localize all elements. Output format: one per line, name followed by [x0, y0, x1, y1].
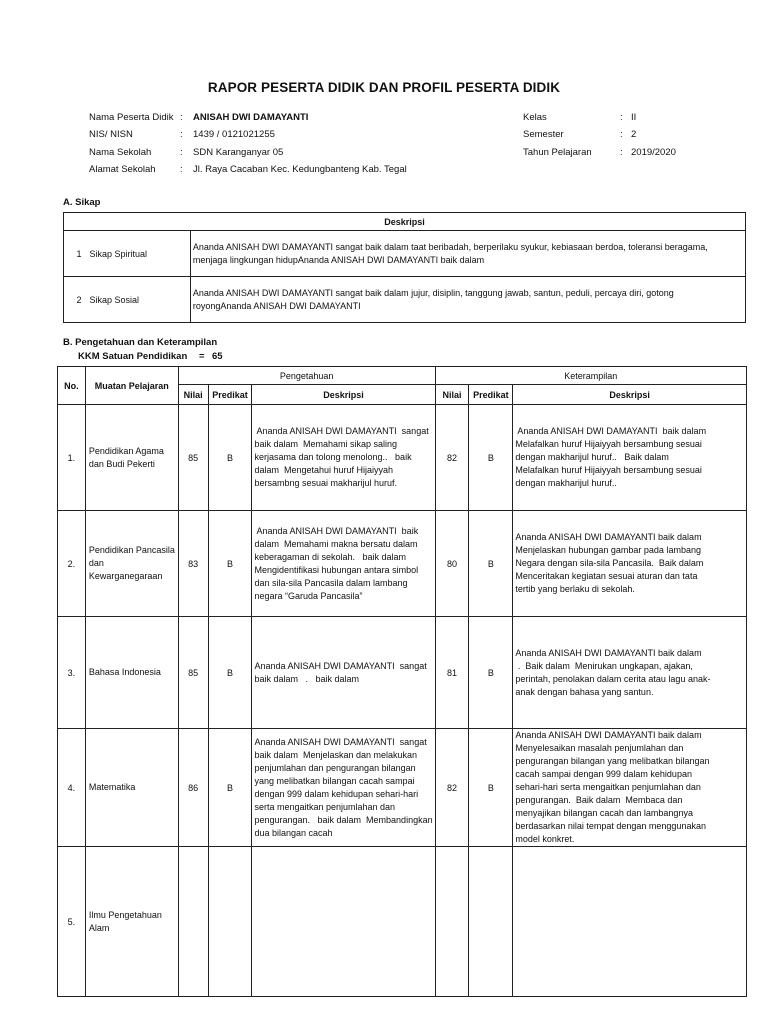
desc-line: sehari-hari serta mengaitkan penjumlahan dan	[515, 782, 701, 792]
k-nilai: 81	[435, 617, 469, 729]
kkm-label: KKM Satuan Pendidikan	[78, 351, 188, 362]
desc-line: Ananda ANISAH DWI DAMAYANTI sangat baik dalam jujur, disiplin, tanggung jawab, santun, peduli, percaya diri, gotong	[192, 287, 674, 298]
desc-line: pengurangan. Baik dalam Membaca dan	[515, 795, 683, 805]
info-label: Nama Peserta Didik	[89, 112, 174, 123]
k-description	[513, 511, 747, 617]
desc-line: Melafalkan huruf Hijaiyyah bersambung sesuai	[515, 465, 702, 475]
desc-line: Melafalkan huruf Hijaiyyah bersambung sesuai	[515, 439, 702, 449]
desc-line: dengan makharijul huruf..	[515, 478, 617, 488]
desc-line: perintah, penolakan dalam cerita atau lagu anak-	[515, 673, 711, 684]
table-row	[58, 405, 747, 511]
k-predikat: B	[469, 729, 513, 847]
subject-name-line: Pendidikan Pancasila	[88, 545, 175, 555]
subject-name-line: dan Budi Pekerti	[88, 458, 155, 469]
k-nilai: 82	[435, 405, 469, 511]
table-row	[58, 511, 747, 617]
subject-name	[85, 729, 178, 847]
kelas-value: II	[631, 112, 637, 123]
student-info	[0, 0, 768, 200]
p-nilai: 85	[178, 617, 208, 729]
desc-line: royongAnanda ANISAH DWI DAMAYANTI	[192, 300, 361, 311]
p-predikat: B	[208, 511, 252, 617]
subject-name-line: dan	[88, 558, 104, 568]
desc-line: dengan 999 dalam kehidupan sehari-hari	[254, 788, 419, 799]
table-row	[64, 231, 746, 277]
desc-line: dengan makharijul huruf.. Baik dalam	[515, 452, 669, 462]
subject-name-line: Pendidikan Agama	[88, 445, 164, 456]
desc-line: Negara dengan sila-sila Pancasila. Baik dalam	[515, 558, 704, 568]
kkm-equals: =	[199, 351, 205, 362]
p-predikat: B	[208, 729, 252, 847]
p-predikat	[208, 847, 252, 997]
desc-line: keberagaman di sekolah. baik dalam	[254, 551, 407, 562]
info-colon: :	[620, 112, 623, 123]
k-description	[513, 729, 747, 847]
col-k-nilai: Nilai	[435, 385, 469, 405]
desc-line: tertib yang berlaku di sekolah.	[515, 584, 635, 594]
desc-line: Ananda ANISAH DWI DAMAYANTI sangat	[254, 426, 429, 436]
semester-value: 2	[631, 129, 637, 140]
subject-name	[85, 405, 178, 511]
desc-line: serta mengaitkan penjumlahan dan	[254, 801, 396, 812]
col-p-nilai: Nilai	[178, 385, 208, 405]
info-colon: :	[180, 147, 183, 158]
kkm-value: 65	[212, 351, 223, 362]
table-row	[58, 847, 747, 997]
sikap-aspect: Sikap Spiritual	[83, 231, 190, 277]
desc-line: baik dalam Memahami sikap saling	[254, 439, 398, 449]
info-label: Kelas	[523, 112, 547, 123]
desc-line: menyajikan bilangan cacah dan lambangnya	[515, 808, 693, 818]
p-description	[252, 511, 435, 617]
nis-value: 1439 / 0121021255	[193, 129, 275, 140]
info-label: Tahun Pelajaran	[523, 147, 592, 158]
p-nilai: 86	[178, 729, 208, 847]
desc-line: penjumlahan dan pengurangan bilangan	[254, 762, 416, 773]
desc-line: Menjelaskan hubungan gambar pada lambang	[515, 545, 701, 555]
col-p-predikat: Predikat	[208, 385, 252, 405]
sikap-table	[63, 212, 746, 323]
desc-line: Ananda ANISAH DWI DAMAYANTI sangat	[254, 660, 427, 671]
col-p-deskripsi: Deskripsi	[252, 385, 435, 405]
sikap-description	[190, 277, 745, 323]
col-pengetahuan: Pengetahuan	[178, 367, 435, 385]
desc-line: baik dalam . baik dalam	[254, 673, 360, 684]
subject-name	[85, 617, 178, 729]
p-description	[252, 617, 435, 729]
desc-line: dalam Memahami makna bersatu dalam	[254, 538, 418, 549]
desc-line: dan sila-sila Pancasila dalam lambang	[254, 577, 408, 588]
subject-name-line: Bahasa Indonesia	[88, 667, 161, 677]
desc-line: yang melibatkan bilangan cacah sampai	[254, 775, 415, 786]
info-colon: :	[180, 129, 183, 140]
info-label: Nama Sekolah	[89, 147, 152, 158]
subject-name-line: Kewarganegaraan	[88, 571, 163, 581]
k-predikat: B	[469, 511, 513, 617]
p-description	[252, 847, 435, 997]
desc-line: Ananda ANISAH DWI DAMAYANTI baik dalam	[515, 426, 707, 436]
subjects-body	[58, 405, 747, 997]
k-nilai: 80	[435, 511, 469, 617]
info-colon: :	[180, 112, 183, 123]
col-keterampilan: Keterampilan	[435, 367, 746, 385]
p-predikat: B	[208, 617, 252, 729]
section-a-heading: A. Sikap	[63, 197, 101, 208]
desc-line: pengurangan bilangan yang melibatkan bilangan	[515, 756, 710, 766]
p-predikat: B	[208, 405, 252, 511]
section-b-heading: B. Pengetahuan dan Keterampilan	[63, 337, 218, 348]
k-predikat: B	[469, 405, 513, 511]
info-row-nama	[0, 112, 768, 126]
info-colon: :	[620, 129, 623, 140]
subject-no: 2.	[58, 511, 86, 617]
info-row-nis	[0, 129, 768, 143]
desc-line: pengurangan. baik dalam Membandingkan	[254, 814, 433, 825]
info-colon: :	[620, 147, 623, 158]
desc-line: Ananda ANISAH DWI DAMAYANTI sangat	[254, 736, 427, 747]
desc-line: dalam Mengetahui huruf Hijaiyyah	[254, 465, 394, 475]
header-row	[58, 367, 747, 385]
subject-name-line: Matematika	[88, 782, 136, 792]
sikap-aspect: Sikap Sosial	[83, 277, 190, 323]
subject-name	[85, 847, 178, 997]
k-nilai	[435, 847, 469, 997]
sikap-no: 1	[64, 231, 84, 277]
info-label: NIS/ NISN	[89, 129, 133, 140]
desc-line: negara “Garuda Pancasila”	[254, 590, 363, 601]
desc-line: dua bilangan cacah	[254, 827, 333, 838]
desc-line: anak dengan bahasa yang santun.	[515, 686, 654, 697]
p-description	[252, 405, 435, 511]
subject-name-line: Alam	[88, 922, 110, 933]
sikap-desc-header: Deskripsi	[64, 213, 746, 231]
info-row-alamat	[0, 164, 768, 178]
subjects-table	[57, 366, 747, 997]
desc-line: . Baik dalam Menirukan ungkapan, ajakan,	[515, 660, 693, 671]
info-label: Alamat Sekolah	[89, 164, 156, 175]
student-name: ANISAH DWI DAMAYANTI	[193, 112, 309, 123]
k-predikat	[469, 847, 513, 997]
school-value: SDN Karanganyar 05	[193, 147, 284, 158]
info-colon: :	[180, 164, 183, 175]
k-description	[513, 847, 747, 997]
report-title: RAPOR PESERTA DIDIK DAN PROFIL PESERTA DIDIK	[207, 80, 561, 95]
p-nilai: 85	[178, 405, 208, 511]
col-k-predikat: Predikat	[469, 385, 513, 405]
tahun-value: 2019/2020	[631, 147, 676, 158]
subject-no: 5.	[58, 847, 86, 997]
desc-line: Ananda ANISAH DWI DAMAYANTI baik dalam	[515, 532, 702, 542]
desc-line: Ananda ANISAH DWI DAMAYANTI sangat baik dalam taat beribadah, berperilaku syukur, kebiasaan berdoa, toleransi beragama,	[192, 241, 708, 252]
desc-line: Menceritakan kegiatan sesuai aturan dan tata	[515, 571, 698, 581]
p-nilai	[178, 847, 208, 997]
info-row-sekolah	[0, 147, 768, 161]
desc-line: Mengidentifikasi hubungan antara simbol	[254, 564, 419, 575]
sikap-header-row	[64, 213, 746, 231]
k-description	[513, 405, 747, 511]
k-nilai: 82	[435, 729, 469, 847]
desc-line: berdasarkan nilai tempat dengan menggunakan	[515, 821, 706, 831]
subject-no: 1.	[58, 405, 86, 511]
desc-line: kerjasama dan tolong menolong.. baik	[254, 452, 412, 462]
k-description	[513, 617, 747, 729]
p-description	[252, 729, 435, 847]
col-muatan: Muatan Pelajaran	[85, 367, 178, 405]
desc-line: Ananda ANISAH DWI DAMAYANTI baik dalam	[515, 647, 702, 658]
desc-line: Ananda ANISAH DWI DAMAYANTI baik dalam	[515, 730, 702, 740]
desc-line: cacah sampai dengan 999 dalam kehidupan	[515, 769, 692, 779]
k-predikat: B	[469, 617, 513, 729]
p-nilai: 83	[178, 511, 208, 617]
col-no: No.	[58, 367, 86, 405]
desc-line: menjaga lingkungan hidupAnanda ANISAH DWI DAMAYANTI baik dalam	[192, 254, 485, 265]
desc-line: Menyelesaikan masalah penjumlahan dan	[515, 743, 684, 753]
sikap-no: 2	[64, 277, 84, 323]
desc-line: bersambng sesuai makharijul huruf.	[254, 478, 398, 488]
subject-no: 3.	[58, 617, 86, 729]
info-label: Semester	[523, 129, 564, 140]
col-k-deskripsi: Deskripsi	[513, 385, 747, 405]
subject-name-line: Ilmu Pengetahuan	[88, 909, 162, 920]
subject-name	[85, 511, 178, 617]
table-row	[58, 617, 747, 729]
subject-no: 4.	[58, 729, 86, 847]
desc-line: model konkret.	[515, 834, 575, 844]
desc-line: baik dalam Menjelaskan dan melakukan	[254, 749, 418, 760]
sikap-description	[190, 231, 745, 277]
address-value: Jl. Raya Cacaban Kec. Kedungbanteng Kab. Tegal	[193, 164, 407, 175]
table-row	[64, 277, 746, 323]
desc-line: Ananda ANISAH DWI DAMAYANTI baik	[254, 525, 419, 536]
table-row	[58, 729, 747, 847]
